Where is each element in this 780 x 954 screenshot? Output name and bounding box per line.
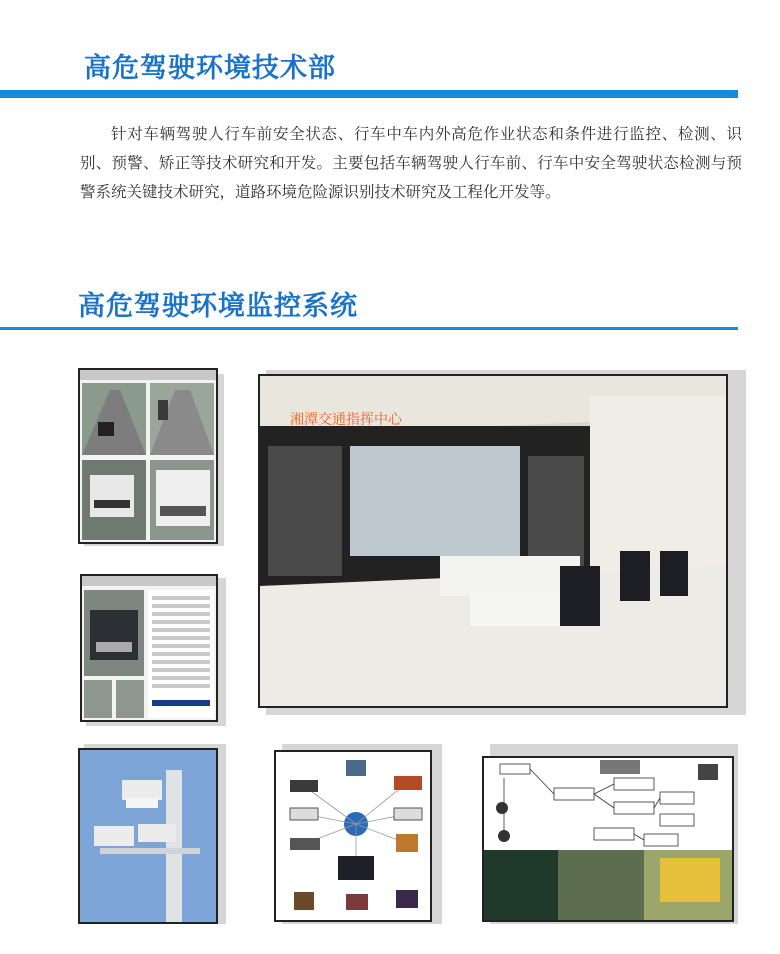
section-title-department: 高危驾驶环境技术部 bbox=[84, 53, 336, 84]
svg-text:湘潭交通指挥中心: 湘潭交通指挥中心 bbox=[290, 412, 402, 428]
vehicle-recognition-screenshot bbox=[80, 574, 218, 722]
section-divider-line bbox=[0, 327, 738, 330]
department-description: 针对车辆驾驶人行车前安全状态、行车中车内外高危作业状态和条件进行监控、检测、识别、预警、矫正等技术研究和开发。主要包括车辆驾驶人行车前、行车中安全驾驶状态检测与预警系统关键技术研究，道路环境危险源识别技术研究及工程化开发等。 bbox=[80, 125, 742, 201]
video-monitoring-screenshot bbox=[78, 368, 218, 544]
surveillance-cameras-photo bbox=[78, 748, 218, 924]
network-diagram bbox=[274, 750, 432, 922]
title-underline-bar bbox=[0, 90, 738, 98]
control-center-photo bbox=[258, 374, 728, 708]
section-title-system: 高危驾驶环境监控系统 bbox=[78, 291, 358, 322]
system-architecture-diagram bbox=[482, 756, 734, 922]
